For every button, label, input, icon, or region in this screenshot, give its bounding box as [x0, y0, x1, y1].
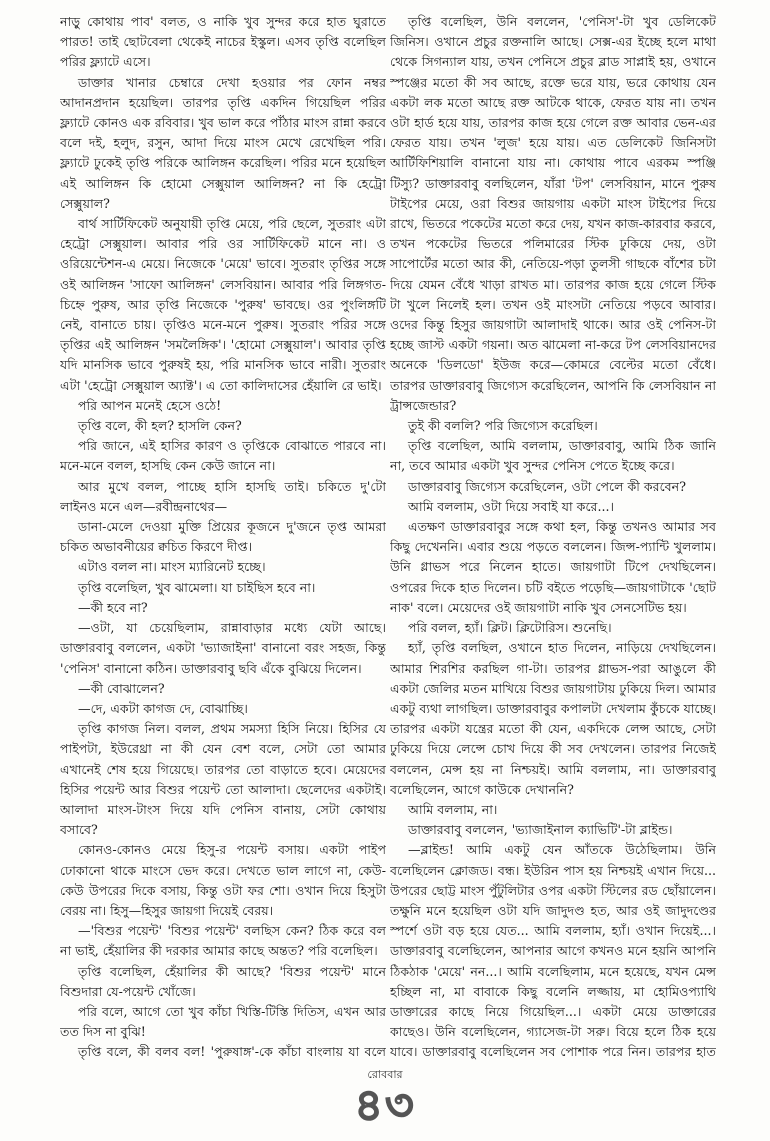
paragraph: তৃপ্তি বলেছিল, উনি বললেন, 'পেনিস'-টা খুব ডেলিকেট জিনিস। ওখানে প্রচুর রক্তনালি আছে। সেক্স-এর ইচ্ছে হলে মাথা থেকে সিগন্যাল যায়, তখন পেনিসে প্রচুর ব্লাড সাপ্লাই হয়, ওখানে স্পঞ্জের মতো কী সব আছে, রক্তে ভরে যায়, ভরে কোথায় যেন একটা লক মতো আছে রক্ত আটকে থাকে, ফেরত যায় না। তখন ওটা হার্ড হয়ে যায়, তারপর কাজ হয়ে গেলে রক্ত আবার ভেন-এর ফেরত যায়। তখন 'লুজ' হয়ে যায়। এত ডেলিকেট জিনিসটা আর্টিফিশিয়ালি বানানো যায় না। কোথায় পাবে এরকম স্পঞ্জি টিস্যু? ডাক্তারবাবু বলছিলেন, যাঁরা 'টপ' লেসবিয়ান, মানে পুরুষ টাইপের মেয়ে, ওরা বিশুর জায়গায় একটা মাংস টাইপের দিয়ে রাখে, ভিতরে পকেটের মতো করে দেয়, যখন কাজ-কারবার করবে, তখন পকেটের ভিতরে পলিমারের স্টিক ঢুকিয়ে দেয়, ওটা সাপোর্টের মতো আর কী, নেতিয়ে-পড়া তুলসী গাছকে বাঁশের চটা দিয়ে যেমন বেঁধে খাড়া রাখত মা। তারপর কাজ হয়ে গেলে স্টিক টা খুলে নিলেই হল। তখন ওই মাংসটা নেতিয়ে পড়বে আবার। ওদের কিন্তু হিসুর জায়গাটা আলাদাই থাকে। আর ওই পেনিস-টা হচ্ছে জাস্ট একটা গয়না। অত ঝামেলা না-করে টপ লেসবিয়ানদের অনেকে 'ডিলডো' ইউজ করে—কোমরে বেল্টের মতো বেঁধে। তারপর ডাক্তারবাবু জিগ্যেস করেছিলেন, আপনি কি লেসবিয়ান না ট্রান্সজেন্ডার? [390, 14, 716, 413]
left-column [60, 12, 386, 1060]
paragraph: নাড়ু কোথায় পাব' বলত, ও নাকি খুব সুন্দর করে হাত ঘুরাতে পারত! তাই ছোটবেলা থেকেই নাচের ইস্কুল। এসব তৃপ্তি বলেছিল পরির ফ্ল্যাটে এসে। [60, 14, 386, 70]
paragraph: আমি বললাম, না। [408, 801, 498, 817]
paragraph: আর মুখে বলল, পাচ্ছে হাসি হাসছি তাই। চকিতে দু'টো লাইনও মনে এল—রবীন্দ্রনাথের— [60, 478, 386, 514]
paragraph: ডাক্তারবাবু জিগ্যেস করেছিলেন, ওটা পেলে কী করবেন? [408, 478, 686, 494]
page-footer [0, 1068, 770, 1130]
paragraph: তুই কী বললি? পরি জিগ্যেস করেছিল। [408, 418, 598, 434]
paragraph: —কী হবে না? [78, 599, 148, 615]
paragraph: তৃপ্তি বলেছিল, হেঁয়ালির কী আছে? 'বিশুর পয়েন্ট' মানে বিশুদারা যে-পয়েন্ট খোঁজে। [60, 963, 386, 999]
paragraph: কোনও-কোনও মেয়ে হিসু-র পয়েন্ট বসায়। একটা পাইপ ঢোকানো থাকে মাংসে ভেদ করে। দেখতে ভাল লাগে না, কেউ-কেউ উপরের দিকে বসায়, কিন্তু ওটা ফর শো। ওখান দিয়ে হিসুটা বেরয় না। হিসু—হিসুর জায়গা দিয়েই বেরয়। [60, 842, 386, 918]
paragraph: ডানা-মেলে দেওয়া মুক্তি প্রিয়ের কূজনে দু'জনে তৃপ্ত আমরা চকিত অভাবনীয়ের ক্বচিত কিরণে দীপ্ত। [60, 519, 386, 555]
paragraph: এতক্ষণ ডাক্তারবাবুর সঙ্গে কথা হল, কিন্তু তখনও আমার সব কিছু দেখেননি। এবার শুয়ে পড়তে বললেন। জিন্স-প্যান্টি খুললাম। উনি গ্লাভস পরে নিলেন হাতে। জায়গাটা টিপে দেখছিলেন। ওপরের দিকে হাত দিলেন। চটি বইতে পড়েছি—জায়গাটাকে 'ছোট নাক' বলে। মেয়েদের ওই জায়গাটা নাকি খুব সেনসেটিভ হয়। [390, 519, 716, 615]
paragraph: তৃপ্তি কাগজ নিল। বলল, প্রথম সমস্যা হিসি নিয়ে। হিসির যে পাইপটা, ইউরেথ্রা না কী যেন বেশ বলে, সেটা তো আমার এখানেই শেষ হয়ে গিয়েছে। তারপর তো বাড়াতে হবে। মেয়েদের হিসির পয়েন্ট আর বিশুর পয়েন্ট তো আলাদা। ছেলেদের একটাই। আলাদা মাংস-টাংস দিয়ে যদি পেনিস বানায়, সেটা কোথায় বসাবে? [60, 721, 386, 838]
right-column [390, 12, 716, 1060]
paragraph: তৃপ্তি বলেছিল, খুব ঝামেলা। যা চাইছিস হবে না। [78, 579, 316, 595]
magazine-name: রোববার [367, 1068, 403, 1081]
paragraph: তৃপ্তি বলেছিল, আমি বললাম, ডাক্তারবাবু, আমি ঠিক জানি না, তবে আমার একটা খুব সুন্দর পেনিস পেতে ইচ্ছে করে। [390, 438, 716, 474]
paragraph: হ্যাঁ, তৃপ্তি বলছিল, ওখানে হাত দিলেন, নাড়িয়ে দেখছিলেন। আমার শিরশির করছিল গা-টা। তারপর গ্লাভস-পরা আঙুলে কী একটা জেলির মতন মাখিয়ে বিশুর জায়গাটায় ঢুকিয়ে দিল। আমার একটু ব্যথা লাগছিল। ডাক্তারবাবুর কপালটা দেখলাম কুঁচকে যাচ্ছে। তারপর একটা যন্ত্রের মতো কী যেন, একদিকে লেন্স আছে, সেটা ঢুকিয়ে দিয়ে লেন্সে চোখ দিয়ে কী সব দেখলেন। তারপর নিজেই বললেন, মেন্স হয় না নিশ্চয়ই। আমি বললাম, না। ডাক্তারবাবু বলেছিলেন, আগে কাউকে দেখাননি? [390, 640, 716, 797]
paragraph: তৃপ্তি বলে, কী বলব বল! 'পুরুষাঙ্গ'-কে কাঁচা বাংলায় যা বলে [78, 1044, 386, 1060]
paragraph: ডাক্তারবাবু বললেন, 'ভ্যাজাইনাল ক্যাভিটি'-টা ব্লাইন্ড। [408, 822, 673, 838]
paragraph: পরি আপন মনেই হেসে ওঠে! [78, 397, 222, 413]
paragraph: পরি বলল, হ্যাঁ। ক্লিট। ক্লিটোরিস। শুনেছি। [408, 620, 612, 636]
paragraph: —দে, একটা কাগজ দে, বোঝাচ্ছি। [78, 700, 248, 716]
paragraph: এটাও বলল না। মাংস ম্যারিনেট হচ্ছে। [78, 559, 266, 575]
paragraph: ডাক্তার খানার চেম্বারে দেখা হওয়ার পর ফোন নম্বর আদানপ্রদান হয়েছিল। তারপর তৃপ্তি একদিন গিয়েছিল পরির ফ্ল্যাটে কোনও এক রবিবার। খুব ভাল করে পাঁঠার মাংস রান্না করবে বলে দই, হলুদ, রসুন, আদা দিয়ে মাংস মেখে রেখেছিল পরি। ফ্ল্যাটে ঢুকেই তৃপ্তি পরিকে আলিঙ্গন করেছিল। পরির মনে হয়েছিল এই আলিঙ্গন কি হোমো সেক্সুয়াল আলিঙ্গন? না কি হেট্রো সেক্সুয়াল? [60, 74, 386, 211]
paragraph: পরি বলে, আগে তো খুব কাঁচা খিস্তি-টিস্তি দিতিস, এখন আর তত দিস না বুঝি! [60, 1003, 386, 1040]
paragraph: —'বিশুর পয়েন্ট' 'বিশুর পয়েন্ট' বলছিস কেন? ঠিক করে বল না ভাই, হেঁয়ালির কী দরকার আমার কাছে অন্তত? পরি বলেছিল। [60, 923, 386, 959]
paragraph: —ব্লাইন্ড! আমি একটু যেন আঁতকে উঠেছিলাম। উনি বলেছিলেন ক্লোজড। বন্ধ। ইউরিন পাস হয় নিশ্চয়ই এখান দিয়ে... উপরের ছোট্ট মাংস পুঁটুলিটার ওপর একটা স্টিলের রড ছোঁয়ালেন। তক্ষুনি মনে হয়েছিল ওটা যদি জাদুদণ্ড হত, আর ওই জাদুদণ্ডের স্পর্শে ওটা বড় হয়ে যেত... আমি বললাম, হ্যাঁ। ওখান দিয়েই...। ডাক্তারবাবু বলেছিলেন, আপনার আগে কখনও মনে হয়নি আপনি ঠিকঠাক 'মেয়ে' নন...। আমি বলেছিলাম, মনে হয়েছে, যখন মেন্স হচ্ছিল না, মা বাবাকে কিছু বলেনি লজ্জায়, মা হোমিওপ্যাথি ডাক্তারের কাছে নিয়ে গিয়েছিল...। একটা মেয়ে ডাক্তারের কাছেও। উনি বলেছিলেন, গ্যাসেজ-টা সরু। বিয়ে হলে ঠিক হয়ে যাবে। ডাক্তারবাবু বলেছিলেন সব পোশাক পরে নিন। তারপর হাত [390, 842, 716, 1060]
page-number: ৪৩ [354, 1080, 416, 1131]
paragraph: পরি জানে, এই হাসির কারণ ও তৃপ্তিকে বোঝাতে পারবে না। মনে-মনে বলল, হাসছি কেন কেউ জানে না। [60, 438, 386, 474]
paragraph: তৃপ্তি বলে, কী হল? হাসলি কেন? [78, 418, 242, 434]
paragraph: —কী বোঝালেন? [78, 680, 165, 696]
paragraph: আমি বললাম, ওটা দিয়ে সবাই যা করে...। [408, 498, 614, 514]
paragraph: বার্থ সার্টিফিকেট অনুযায়ী তৃপ্তি মেয়ে, পরি ছেলে, সুতরাং এটা হেট্রো সেক্সুয়াল। আবার পরি ওর সার্টিফিকেট মানে না। ও ওরিয়েন্টেশন-এ মেয়ে। নিজেকে 'মেয়ে' ভাবে। সুতরাং তৃপ্তির সঙ্গে ওই আলিঙ্গন 'সাফো আলিঙ্গন' লেসবিয়ান। আবার পরি লিঙ্গগত-চিহ্নে পুরুষ, আর তৃপ্তি নিজেকে 'পুরুষ' ভাবছে। ওর পুংলিঙ্গটি নেই, বানাতে চায়। তৃপ্তিও মনে-মনে পুরুষ। সুতরাং পরির সঙ্গে তৃপ্তির এই আলিঙ্গন 'সমলৈঙ্গিক'। 'হোমো সেক্সুয়াল'। আবার তৃপ্তি যদি মানসিক ভাবে পুরুষই হয়, পরি মানসিক ভাবে নারী। সুতরাং এটা 'হেট্রো সেক্সুয়াল অ্যাক্ট'। এ তো কালিদাসের হেঁয়ালি রে ভাই। [60, 216, 386, 393]
paragraph: —ওটা, যা চেয়েছিলাম, রান্নাবাড়ার মধ্যে যেটা আছে। ডাক্তারবাবু বললেন, একটা 'ভ্যাজাইনা' বানানো বরং সহজ, কিন্তু 'পেনিস' বানানো কঠিন। ডাক্তারবাবু ছবি এঁকে বুঝিয়ে দিলেন। [60, 620, 386, 676]
